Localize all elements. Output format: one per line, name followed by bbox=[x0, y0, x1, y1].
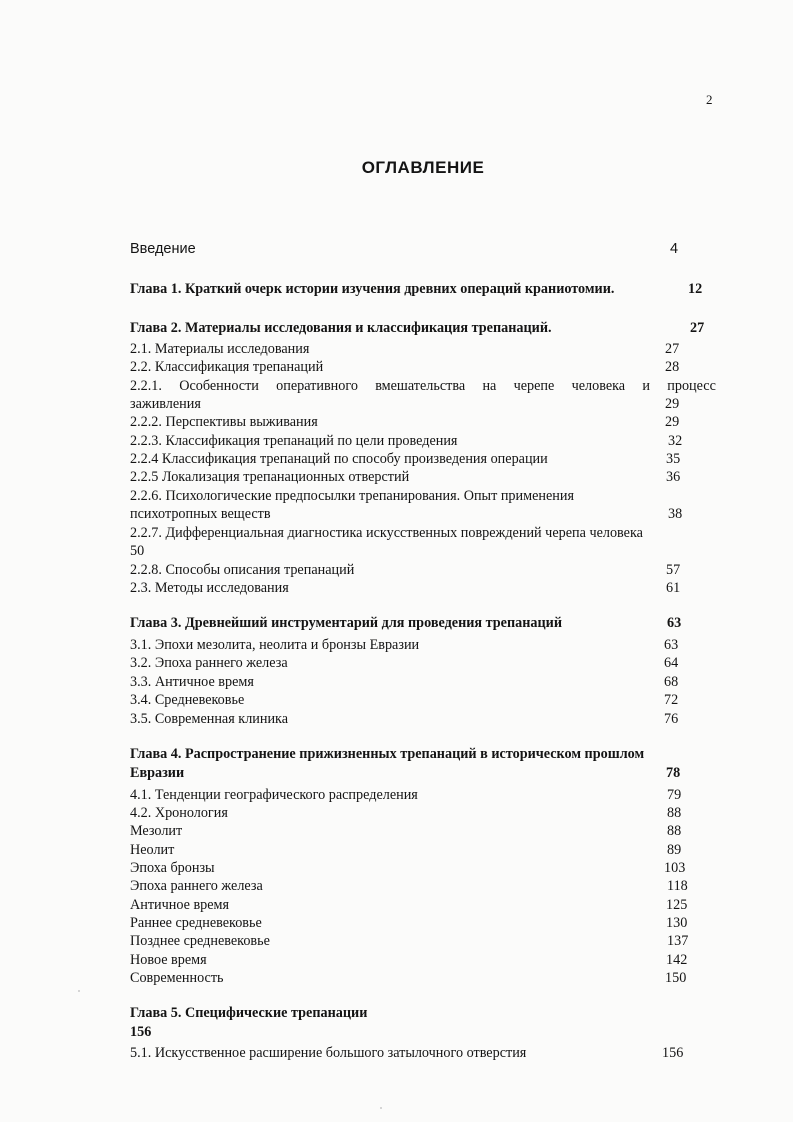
toc-entry-label: 2.1. Материалы исследования bbox=[130, 341, 310, 357]
toc-entry-page: 89 bbox=[667, 842, 682, 858]
toc-entry bbox=[130, 654, 679, 672]
toc-entry-page: 137 bbox=[667, 933, 689, 949]
toc-chapter-page: 156 bbox=[130, 1024, 152, 1040]
toc-entry-page: 103 bbox=[664, 860, 686, 876]
toc-entry-intro bbox=[130, 240, 679, 258]
toc-entry bbox=[130, 340, 680, 358]
toc-entry-multiline-line2 bbox=[130, 542, 144, 560]
toc-entry-label: 2.2.5 Локализация трепанационных отверстий bbox=[130, 469, 410, 485]
toc-entry-multiline-line2 bbox=[130, 505, 683, 523]
toc-entry bbox=[130, 579, 681, 597]
toc-chapter-label: Глава 1. Краткий очерк истории изучения древних операций краниотомии. bbox=[130, 281, 615, 297]
toc-word: человека bbox=[571, 378, 626, 394]
toc-entry-label: Мезолит bbox=[130, 823, 183, 839]
toc-entry-page: 29 bbox=[665, 396, 680, 412]
toc-chapter-label: Глава 2. Материалы исследования и классификация трепанаций. bbox=[130, 320, 552, 336]
toc-chapter-label: Евразии bbox=[130, 765, 185, 781]
toc-entry-label: Эпоха раннего железа bbox=[130, 878, 263, 894]
toc-entry-page: 29 bbox=[665, 414, 680, 430]
toc-entry-label: 2.2.7. Дифференциальная диагностика искусственных повреждений черепа человека bbox=[130, 525, 643, 541]
toc-chapter-1 bbox=[130, 280, 703, 298]
toc-chapter-3 bbox=[130, 614, 682, 632]
toc-word: оперативного bbox=[276, 378, 358, 394]
toc-word: и bbox=[642, 378, 650, 394]
toc-entry bbox=[130, 804, 682, 822]
toc-entry bbox=[130, 822, 682, 840]
toc-entry bbox=[130, 432, 683, 450]
toc-entry-page: 35 bbox=[666, 451, 681, 467]
toc-entry-page: 28 bbox=[665, 359, 680, 375]
toc-entry-label: 3.4. Средневековье bbox=[130, 692, 245, 708]
toc-entry-page: 125 bbox=[666, 897, 688, 913]
toc-entry bbox=[130, 413, 680, 431]
toc-word: процесс bbox=[667, 378, 716, 394]
toc-entry-page: 76 bbox=[664, 711, 679, 727]
toc-entry-label: Современность bbox=[130, 970, 224, 986]
toc-entry-label: психотропных веществ bbox=[130, 506, 271, 522]
toc-entry-label: 2.3. Методы исследования bbox=[130, 580, 289, 596]
toc-chapter-page: 63 bbox=[667, 615, 682, 631]
toc-entry-label: 2.2.8. Способы описания трепанаций bbox=[130, 562, 355, 578]
toc-entry bbox=[130, 932, 689, 950]
scan-speck bbox=[78, 990, 80, 992]
toc-entry-page: 79 bbox=[667, 787, 682, 803]
toc-word: на bbox=[482, 378, 497, 394]
toc-entry bbox=[130, 1044, 684, 1062]
toc-entry-multiline-line2 bbox=[130, 395, 680, 413]
toc-entry-label: 2.2.3. Классификация трепанаций по цели проведения bbox=[130, 433, 458, 449]
toc-entry bbox=[130, 859, 686, 877]
toc-chapter-page: 27 bbox=[690, 320, 705, 336]
toc-entry bbox=[130, 969, 687, 987]
toc-entry bbox=[130, 691, 679, 709]
toc-entry-label: 5.1. Искусственное расширение большого затылочного отверстия bbox=[130, 1045, 527, 1061]
toc-entry-multiline-line1 bbox=[130, 524, 643, 542]
toc-word: вмешательства bbox=[375, 378, 466, 394]
toc-entry-label: 3.5. Современная клиника bbox=[130, 711, 289, 727]
toc-entry-label: Эпоха бронзы bbox=[130, 860, 215, 876]
toc-entry-label: Введение bbox=[130, 241, 196, 257]
toc-entry bbox=[130, 896, 688, 914]
toc-entry bbox=[130, 468, 681, 486]
toc-entry-label: Античное время bbox=[130, 897, 230, 913]
toc-chapter-4 bbox=[130, 745, 644, 763]
toc-entry-label: Неолит bbox=[130, 842, 175, 858]
toc-chapter-label: Глава 3. Древнейший инструментарий для проведения трепанаций bbox=[130, 615, 563, 631]
toc-entry-page: 27 bbox=[665, 341, 680, 357]
toc-chapter-label: Глава 5. Специфические трепанации bbox=[130, 1005, 368, 1021]
toc-entry bbox=[130, 561, 681, 579]
toc-entry-page: 88 bbox=[667, 823, 682, 839]
toc-entry-label: заживления bbox=[130, 396, 201, 412]
toc-chapter-page: 12 bbox=[688, 281, 703, 297]
toc-entry-label: Раннее средневековье bbox=[130, 915, 262, 931]
toc-entry-label: 2.2.4 Классификация трепанаций по способу произведения операции bbox=[130, 451, 548, 467]
toc-entry bbox=[130, 710, 679, 728]
toc-entry-label: 4.1. Тенденции географического распределения bbox=[130, 787, 418, 803]
toc-entry bbox=[130, 358, 680, 376]
scan-speck bbox=[380, 1107, 382, 1109]
toc-entry-page: 4 bbox=[670, 241, 679, 257]
toc-entry-page: 118 bbox=[667, 878, 688, 894]
toc-chapter-page: 78 bbox=[666, 765, 681, 781]
toc-entry-page: 38 bbox=[668, 506, 683, 522]
toc-chapter-4-line2 bbox=[130, 764, 681, 782]
toc-chapter-label: Глава 4. Распространение прижизненных трепанаций в историческом прошлом bbox=[130, 746, 645, 762]
toc-word: черепе bbox=[513, 378, 555, 394]
toc-entry-label: Новое время bbox=[130, 952, 207, 968]
toc-entry-label: 2.2. Классификация трепанаций bbox=[130, 359, 324, 375]
toc-word: 2.2.1. bbox=[130, 378, 162, 394]
toc-entry-label: 3.1. Эпохи мезолита, неолита и бронзы Евразии bbox=[130, 637, 420, 653]
toc-entry bbox=[130, 877, 688, 895]
toc-entry-page: 130 bbox=[666, 915, 688, 931]
toc-entry-page: 64 bbox=[664, 655, 679, 671]
toc-entry-page: 156 bbox=[662, 1045, 684, 1061]
toc-entry bbox=[130, 636, 679, 654]
toc-entry-page: 50 bbox=[130, 543, 145, 559]
toc-entry-label: 4.2. Хронология bbox=[130, 805, 228, 821]
toc-entry-page: 32 bbox=[668, 433, 683, 449]
toc-chapter-5 bbox=[130, 1004, 367, 1022]
toc-chapter-5-page-line bbox=[130, 1023, 151, 1041]
toc-entry-multiline-line1 bbox=[130, 377, 716, 395]
toc-entry bbox=[130, 914, 688, 932]
toc-entry-label: 2.2.2. Перспективы выживания bbox=[130, 414, 318, 430]
toc-entry-page: 68 bbox=[664, 674, 679, 690]
toc-entry-label: 3.3. Античное время bbox=[130, 674, 254, 690]
toc-entry bbox=[130, 841, 682, 859]
toc-entry-label: 2.2.6. Психологические предпосылки трепанирования. Опыт применения bbox=[130, 488, 574, 504]
toc-entry bbox=[130, 951, 688, 969]
toc-entry-page: 72 bbox=[664, 692, 679, 708]
toc-entry bbox=[130, 673, 679, 691]
toc-entry-page: 61 bbox=[666, 580, 681, 596]
page-number: 2 bbox=[706, 92, 713, 107]
toc-entry-page: 57 bbox=[666, 562, 681, 578]
toc-entry-page: 142 bbox=[666, 952, 688, 968]
toc-entry-label: Позднее средневековье bbox=[130, 933, 270, 949]
toc-entry-page: 150 bbox=[665, 970, 687, 986]
toc-entry-multiline-line1 bbox=[130, 487, 574, 505]
toc-entry-page: 88 bbox=[667, 805, 682, 821]
toc-entry-label: 3.2. Эпоха раннего железа bbox=[130, 655, 288, 671]
toc-entry-page: 36 bbox=[666, 469, 681, 485]
toc-entry bbox=[130, 450, 681, 468]
toc-entry-page: 63 bbox=[664, 637, 679, 653]
toc-chapter-2 bbox=[130, 319, 705, 337]
page-title: ОГЛАВЛЕНИЕ bbox=[361, 158, 485, 177]
toc-word: Особенности bbox=[179, 378, 259, 394]
toc-entry bbox=[130, 786, 682, 804]
